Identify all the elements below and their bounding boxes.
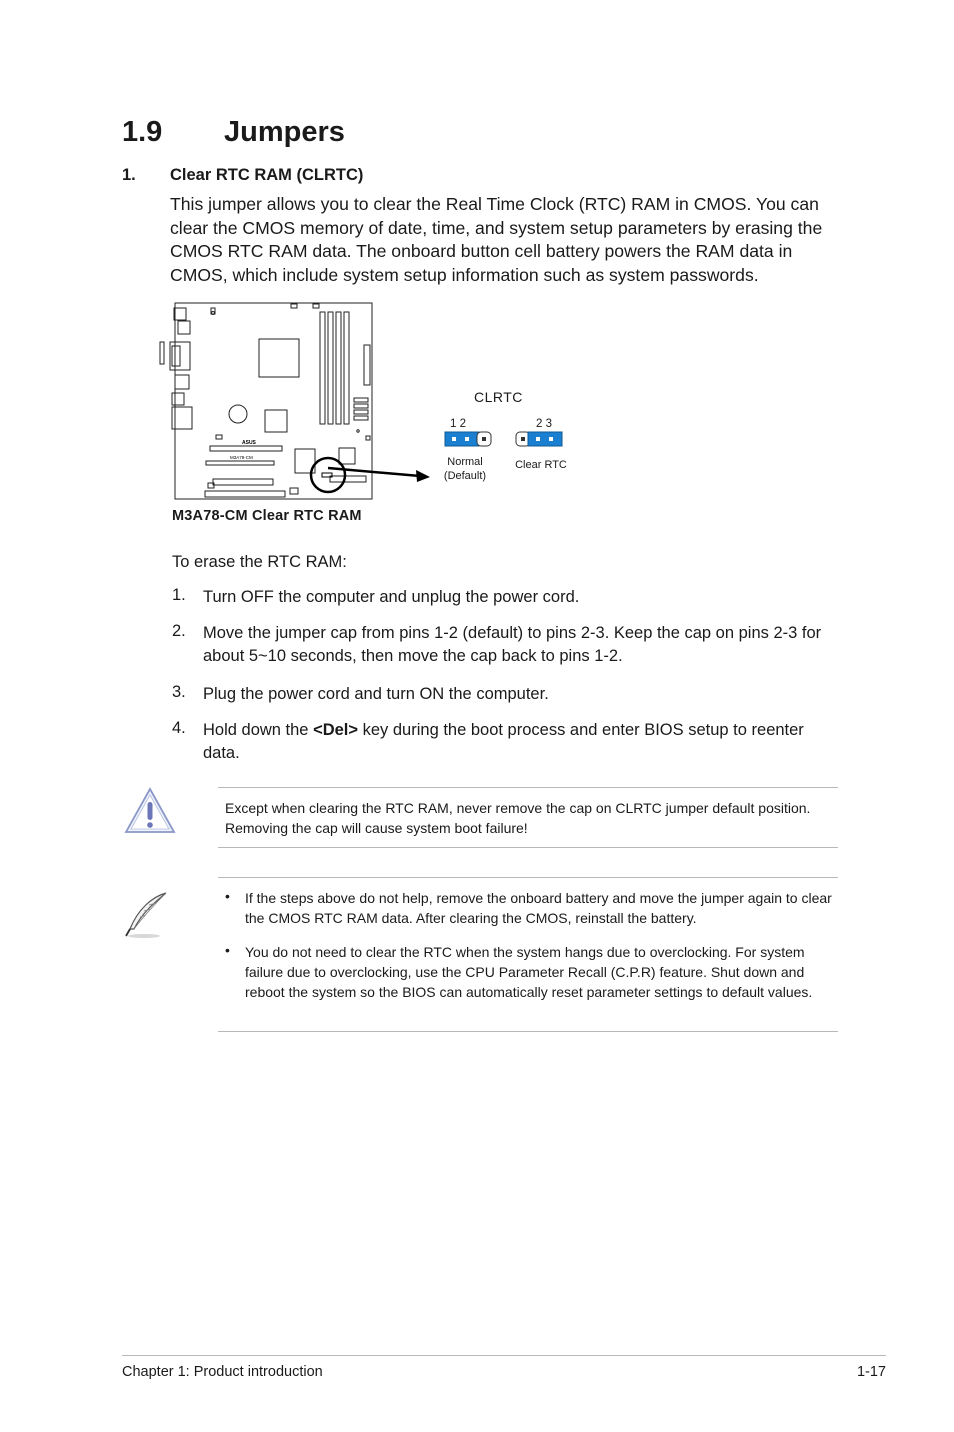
jumper-title: CLRTC <box>474 389 523 405</box>
clear-rtc-caption: Clear RTC <box>515 459 567 471</box>
note-top-rule <box>218 877 838 878</box>
note-bullet-text: If the steps above do not help, remove the onboard battery and move the jumper again to clear the CMOS RTC RAM data. After clearing the CMOS, reinstall the battery. <box>245 890 832 926</box>
board-logo-text: ASUS <box>242 440 256 446</box>
section-title: Jumpers <box>224 116 345 148</box>
item-description: This jumper allows you to clear the Real Time Clock (RTC) RAM in CMOS. You can clear the CMOS memory of date, time, and system setup parameters by erasing the CMOS RTC RAM data. The onboard button cell battery powers the RAM data in CMOS, which include system setup information such as system passwords. <box>170 194 823 285</box>
warning-top-rule <box>218 787 838 788</box>
pointer-arrow <box>320 465 432 489</box>
footer-chapter: Chapter 1: Product introduction <box>122 1364 323 1380</box>
del-key: <Del> <box>313 721 359 739</box>
item-title: Clear RTC RAM (CLRTC) <box>170 166 364 184</box>
note-bullet-text: You do not need to clear the RTC when the system hangs due to overclocking. For system failure due to overclocking, use the CPU Parameter Recall (C.P.R) feature. Shut down and reboot the system so the BIOS can automatically reset parameter settings to default values. <box>245 944 813 1000</box>
step-number: 3. <box>172 683 186 701</box>
step-text: Move the jumper cap from pins 1-2 (default) to pins 2-3. Keep the cap on pins 2-3 for about 5~10 seconds, then move the cap back to pins 1-2. <box>203 624 822 665</box>
footer-rule <box>122 1355 886 1356</box>
jumper-normal-icon <box>444 430 494 450</box>
step-number: 1. <box>172 586 186 604</box>
board-model-text: M3A78-CM <box>230 455 253 460</box>
clear-pin-numbers: 2 3 <box>536 418 552 430</box>
warning-triangle-icon <box>124 786 176 836</box>
note-bottom-rule <box>218 1031 838 1032</box>
bullet-icon: • <box>225 942 230 958</box>
step-number: 2. <box>172 622 186 640</box>
jumper-clear-icon <box>515 430 565 450</box>
section-number: 1.9 <box>122 116 163 148</box>
step-text: Hold down the <Del> key during the boot process and enter BIOS setup to reenter data. <box>203 721 804 762</box>
step-text: Turn OFF the computer and unplug the power cord. <box>203 588 580 606</box>
procedure-intro: To erase the RTC RAM: <box>172 553 347 571</box>
step-number: 4. <box>172 719 186 737</box>
footer-page-number: 1-17 <box>856 1364 886 1380</box>
item-number: 1. <box>122 166 136 184</box>
normal-pin-numbers: 1 2 <box>450 418 466 430</box>
warning-text: Except when clearing the RTC RAM, never remove the cap on CLRTC jumper default position. Removing the cap will cause system boot failure! <box>225 800 811 836</box>
normal-caption: Normal (Default) <box>443 456 487 482</box>
step-text: Plug the power cord and turn ON the computer. <box>203 685 549 703</box>
warning-bottom-rule <box>218 847 838 848</box>
quill-pen-icon <box>122 891 172 939</box>
figure-caption: M3A78-CM Clear RTC RAM <box>172 508 362 524</box>
bullet-icon: • <box>225 888 230 904</box>
